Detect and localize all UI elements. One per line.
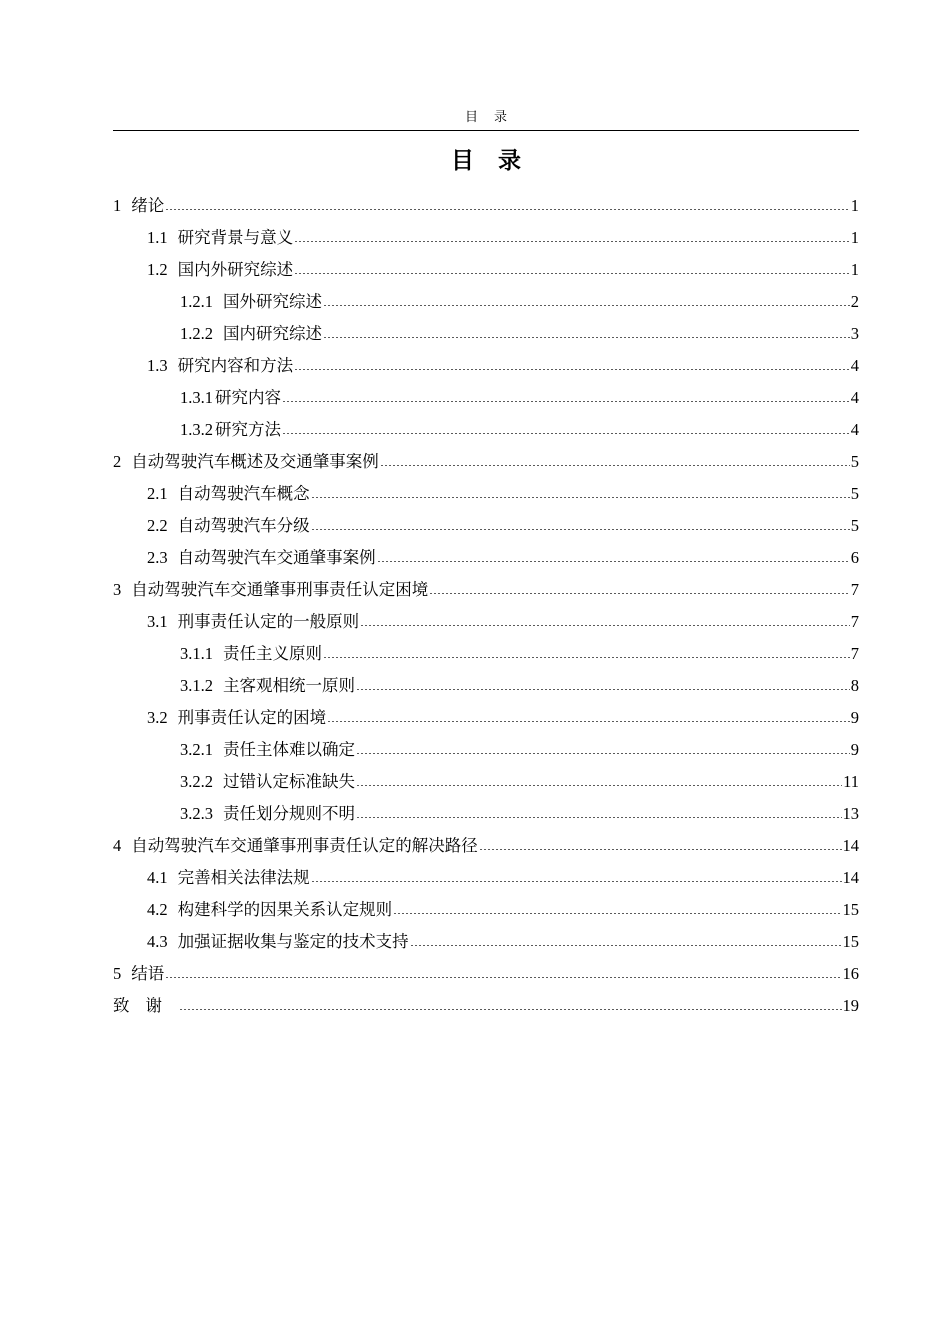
- toc-entry-title: 国内外研究综述: [177, 260, 294, 279]
- toc-entry-page: 2: [850, 292, 859, 311]
- toc-entry-page: 1: [850, 260, 859, 279]
- toc-entry[interactable]: [147, 929, 859, 955]
- toc-entry-title: 绪论: [131, 196, 165, 215]
- toc-entry-title: 构建科学的因果关系认定规则: [177, 900, 393, 919]
- page-title-text: 目录: [451, 148, 545, 173]
- toc-entry[interactable]: [147, 225, 859, 251]
- toc-leader-dots: [356, 675, 850, 691]
- toc-entry-number: 2.2: [147, 516, 168, 535]
- toc-entry-number: 3.1.2: [180, 676, 213, 695]
- toc-entry-title: 自动驾驶汽车交通肇事刑事责任认定困境: [131, 580, 429, 599]
- toc-entry[interactable]: [113, 577, 859, 603]
- running-header: [113, 108, 859, 131]
- toc-entry[interactable]: [147, 481, 859, 507]
- toc-leader-dots: [360, 611, 850, 627]
- toc-entry-title: 加强证据收集与鉴定的技术支持: [177, 932, 409, 951]
- toc-entry-page: 16: [842, 964, 859, 983]
- toc-leader-dots: [179, 995, 842, 1011]
- toc-entry[interactable]: [147, 353, 859, 379]
- toc-entry[interactable]: [180, 737, 859, 763]
- toc-entry-title: 致谢: [113, 996, 178, 1015]
- toc-entry[interactable]: [113, 449, 859, 475]
- toc-leader-dots: [165, 963, 841, 979]
- toc-entry-number: 1.1: [147, 228, 168, 247]
- toc-entry-title: 责任主义原则: [223, 644, 322, 663]
- toc-entry-page: 7: [850, 580, 859, 599]
- toc-entry-page: 9: [850, 740, 859, 759]
- toc-entry-title: 研究方法: [215, 420, 281, 439]
- toc-entry[interactable]: [180, 801, 859, 827]
- toc-entry[interactable]: [180, 417, 859, 443]
- toc-entry[interactable]: [180, 321, 859, 347]
- toc-entry-number: 2.3: [147, 548, 168, 567]
- toc-entry-page: 5: [850, 452, 859, 471]
- toc-leader-dots: [356, 739, 850, 755]
- toc-entry-page: 5: [850, 484, 859, 503]
- toc-entry-page: 8: [850, 676, 859, 695]
- toc-entry-page: 1: [850, 228, 859, 247]
- toc-leader-dots: [282, 419, 850, 435]
- toc-entry[interactable]: [180, 289, 859, 315]
- toc-entry[interactable]: [147, 865, 859, 891]
- toc-entry-title: 主客观相统一原则: [223, 676, 355, 695]
- toc-entry-title: 过错认定标准缺失: [223, 772, 355, 791]
- toc-entry[interactable]: [147, 609, 859, 635]
- toc-leader-dots: [294, 227, 850, 243]
- toc-leader-dots: [356, 803, 842, 819]
- toc-leader-dots: [323, 643, 850, 659]
- toc-entry-title: 国内研究综述: [223, 324, 322, 343]
- toc-entry[interactable]: [147, 897, 859, 923]
- toc-entry-page: 6: [850, 548, 859, 567]
- toc-entry[interactable]: [113, 193, 859, 219]
- toc-entry-page: 3: [850, 324, 859, 343]
- toc-entry-number: 4.2: [147, 900, 168, 919]
- toc-entry-number: 1.3.2: [180, 420, 213, 439]
- toc-entry-number: 5: [113, 964, 122, 983]
- toc-entry-page: 13: [842, 804, 859, 823]
- toc-entry-title: 自动驾驶汽车交通肇事刑事责任认定的解决路径: [131, 836, 478, 855]
- toc-entry-page: 14: [842, 836, 859, 855]
- toc-entry-number: 4: [113, 836, 122, 855]
- toc-leader-dots: [282, 387, 850, 403]
- toc-entry-page: 14: [842, 868, 859, 887]
- toc-entry-number: 1.2: [147, 260, 168, 279]
- toc-entry-page: 15: [842, 932, 859, 951]
- toc-entry-number: 2: [113, 452, 122, 471]
- toc-entry-page: 15: [842, 900, 859, 919]
- toc-leader-dots: [323, 323, 850, 339]
- toc-leader-dots: [323, 291, 850, 307]
- toc-entry-number: 3.2.2: [180, 772, 213, 791]
- toc-entry-number: 1.2.1: [180, 292, 213, 311]
- toc-entry-page: 7: [850, 644, 859, 663]
- toc-entry-title: 研究内容和方法: [177, 356, 294, 375]
- toc-entry-title: 自动驾驶汽车概述及交通肇事案例: [131, 452, 379, 471]
- toc-entry-title: 自动驾驶汽车交通肇事案例: [177, 548, 376, 567]
- toc-entry-number: 4.3: [147, 932, 168, 951]
- toc-entry[interactable]: [147, 513, 859, 539]
- toc-entry[interactable]: [180, 769, 859, 795]
- toc-leader-dots: [294, 355, 850, 371]
- page-title: [113, 146, 859, 176]
- toc-entry-number: 3.2.1: [180, 740, 213, 759]
- toc-leader-dots: [165, 195, 850, 211]
- toc-leader-dots: [311, 867, 842, 883]
- toc-entry-title: 国外研究综述: [223, 292, 322, 311]
- toc-leader-dots: [311, 483, 850, 499]
- toc-entry-number: 3.2.3: [180, 804, 213, 823]
- toc-entry-page: 11: [843, 772, 859, 791]
- toc-entry-title: 责任主体难以确定: [223, 740, 355, 759]
- toc-entry[interactable]: [113, 993, 859, 1019]
- toc-entry-number: 3.2: [147, 708, 168, 727]
- toc-entry-number: 2.1: [147, 484, 168, 503]
- toc-entry-page: 4: [850, 388, 859, 407]
- toc-leader-dots: [479, 835, 842, 851]
- toc-leader-dots: [327, 707, 850, 723]
- toc-entry[interactable]: [180, 673, 859, 699]
- toc-entry-number: 1.3.1: [180, 388, 213, 407]
- toc-entry-title: 研究背景与意义: [177, 228, 294, 247]
- toc-leader-dots: [393, 899, 841, 915]
- toc-entry-page: 5: [850, 516, 859, 535]
- toc-leader-dots: [311, 515, 850, 531]
- toc-entry-title: 自动驾驶汽车概念: [177, 484, 310, 503]
- toc-entry-number: 3.1: [147, 612, 168, 631]
- toc-entry-page: 19: [842, 996, 859, 1015]
- toc-entry-title: 刑事责任认定的困境: [177, 708, 327, 727]
- running-header-text: 目录: [464, 109, 523, 124]
- toc-entry-title: 完善相关法律法规: [177, 868, 310, 887]
- toc-leader-dots: [380, 451, 850, 467]
- toc-entry-title: 刑事责任认定的一般原则: [177, 612, 360, 631]
- toc-entry-number: 4.1: [147, 868, 168, 887]
- toc-entry[interactable]: [147, 705, 859, 731]
- toc-leader-dots: [294, 259, 850, 275]
- toc-entry-title: 研究内容: [215, 388, 281, 407]
- toc-entry-number: 1.2.2: [180, 324, 213, 343]
- toc-entry[interactable]: [180, 641, 859, 667]
- toc-entry-number: 3.1.1: [180, 644, 213, 663]
- toc-leader-dots: [429, 579, 850, 595]
- toc-entry[interactable]: [180, 385, 859, 411]
- toc-entry[interactable]: [113, 833, 859, 859]
- toc-entry-number: 1: [113, 196, 122, 215]
- toc-entry-title: 责任划分规则不明: [223, 804, 355, 823]
- toc-entry[interactable]: [147, 257, 859, 283]
- toc-entry[interactable]: [113, 961, 859, 987]
- toc-entry-number: 1.3: [147, 356, 168, 375]
- toc-entry-title: 自动驾驶汽车分级: [177, 516, 310, 535]
- toc-entry[interactable]: [147, 545, 859, 571]
- toc-entry-page: 9: [850, 708, 859, 727]
- toc-entry-number: 3: [113, 580, 122, 599]
- toc-leader-dots: [410, 931, 842, 947]
- toc-entry-page: 7: [850, 612, 859, 631]
- toc-entry-title: 结语: [131, 964, 165, 983]
- toc-leader-dots: [356, 771, 842, 787]
- toc-entry-page: 4: [850, 356, 859, 375]
- toc-leader-dots: [377, 547, 850, 563]
- toc-entry-page: 1: [850, 196, 859, 215]
- toc-entry-page: 4: [850, 420, 859, 439]
